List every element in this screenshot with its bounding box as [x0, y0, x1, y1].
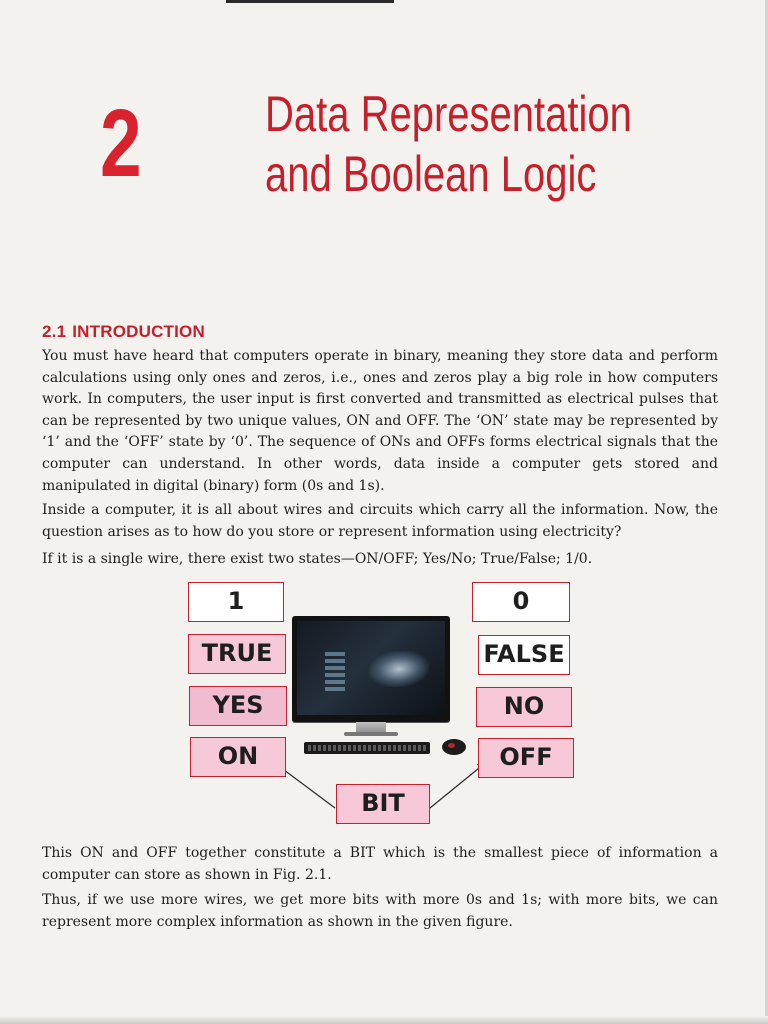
monitor-screen	[297, 621, 445, 715]
page-top-mark	[226, 0, 394, 3]
label-one-box: 1	[188, 582, 284, 622]
label-true-box: TRUE	[188, 634, 286, 674]
more-bits-paragraph: Thus, if we use more wires, we get more bits with more 0s and 1s; with more bits, we can represent more complex information as shown in the given figure.	[42, 892, 718, 930]
intro-paragraph-2: Inside a computer, it is all about wires and circuits which carry all the information. Now, the question arises as to how do you store or represent information using electricity?	[42, 502, 718, 540]
chapter-title-line-1: Data Representation	[265, 86, 632, 142]
bit-figure	[188, 578, 578, 832]
monitor-stand-base	[344, 732, 398, 736]
desktop-computer-icon	[292, 616, 450, 722]
bit-paragraph: This ON and OFF together constitute a BIT which is the smallest piece of information a computer can store as shown in Fig. 2.1.	[42, 845, 718, 883]
chapter-number: 2	[100, 90, 142, 197]
section-title: INTRODUCTION	[72, 322, 205, 341]
section-heading	[42, 322, 205, 342]
section-number: 2.1	[42, 322, 67, 341]
label-off-box: OFF	[478, 738, 574, 778]
label-false-box: FALSE	[478, 635, 570, 675]
keyboard-icon	[304, 742, 430, 754]
mouse-icon	[442, 739, 466, 755]
label-zero-box: 0	[472, 582, 570, 622]
label-bit-box: BIT	[336, 784, 430, 824]
bit-to-off-line	[430, 764, 484, 808]
label-on-box: ON	[190, 737, 286, 777]
page-bottom-shadow	[0, 1016, 768, 1024]
chapter-title	[265, 84, 632, 204]
intro-paragraph-1: You must have heard that computers operate in binary, meaning they store data and perform calculations using only ones and zeros, i.e., ones and zeros play a big role in how computers work. In computers, the user input is first converted and transmitted as electrical pulses that can be represented by two unique values, ON and OFF. The ‘ON’ state may be represented by ‘1’ and the ‘OFF’ state by ‘0’. The sequence of ONs and OFFs forms electrical signals that the computer can understand. In other words, data inside a computer gets stored and manipulated in digital (binary) form (0s and 1s).	[42, 348, 718, 494]
label-yes-box: YES	[189, 686, 287, 726]
intro-paragraph-3: If it is a single wire, there exist two states—ON/OFF; Yes/No; True/False; 1/0.	[42, 551, 593, 567]
chapter-title-line-2: and Boolean Logic	[265, 146, 597, 202]
label-no-box: NO	[476, 687, 572, 727]
